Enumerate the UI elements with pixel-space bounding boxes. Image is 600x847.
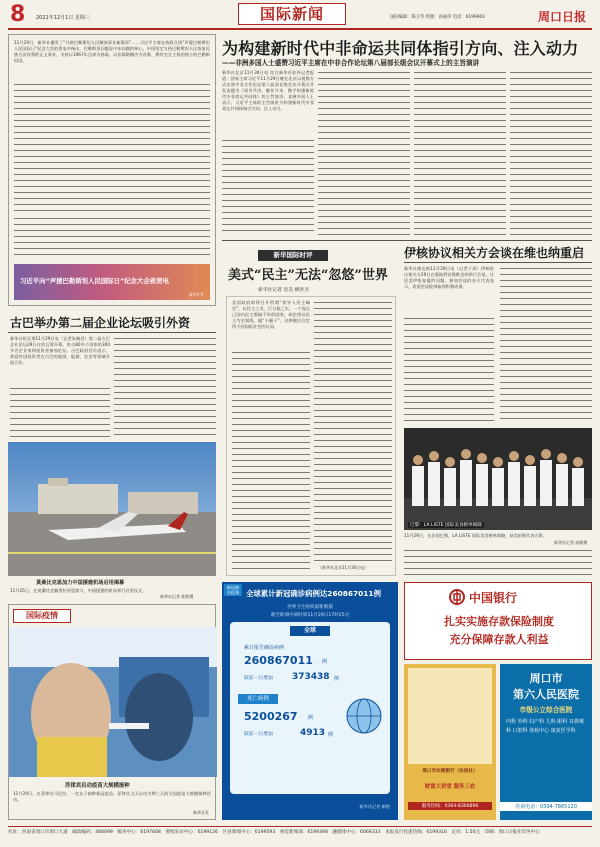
deaths-daily-value: 4913 [300,728,326,738]
lead-subheadline: ——非洲多国人士盛赞习近平主席在中非合作论坛第八届部长级会议开幕式上的主旨演讲 [222,59,480,67]
rural-ad-inner [408,668,492,764]
hospital-ad [500,664,592,820]
covid-credit: 新华社发 [193,810,209,815]
paper-logo: 周口日报 [538,10,587,24]
commentary-byline: 新华社记者 容昊 柳洪杰 [258,288,310,293]
commentary-body-col1 [232,350,310,570]
forum-body-col2 [114,336,216,438]
editor-info: 国际编辑：陈卫华 组版：孙丽萍 电话：6199903 [390,15,485,20]
cases-panel [230,622,390,794]
laliste-label: 巴黎：LA LISTE 国际美食榜单揭晓 [410,523,482,528]
palestine-article-text: 11月29日，新华社播发了“开辟巴勒斯坦人民解放事业新篇章”……习近平主席在致联合国“声援巴勒斯坦人民国际日”纪念大会的贺电中指出，巴勒斯坦问题是中东问题的核心。中国坚定支持巴勒斯坦人民恢复民族合法权利的正义事业，支持以1967年边界为基础、以东耶路撒冷为首都、拥有完全主权的独立的巴勒斯坦国。 [14,40,210,63]
forum-rule [8,332,216,333]
laliste-photo [404,428,592,530]
section-title-text: 国际新闻 [259,5,324,23]
palestine-article-body [14,82,210,212]
vaccination-photo [9,627,217,777]
rural-phone: 服务热线：0394-8306896 [408,802,492,810]
airport-photo-art [8,442,216,576]
footer-text: 社址：河南省周口市周口大道 邮政编码：466099 编务中心：6197608 要闻采访中心：6199126 区县新闻中心：6199593 视觉新闻部：6199398 融媒体中心：6069333 本报发行投递热线：6199316 定价：1.50元 印刷：周口日报社印务中心 [8,830,540,835]
laliste-caption: 11月29日，在法国巴黎，LA LISTE 国际美食榜单揭晓，获奖厨师代表合影。 [404,533,548,538]
covid-note: 11月29日，在菲律宾马尼拉，一名女子接种新冠疫苗。菲律宾当天启动为期三天的全国疫苗大规模接种活动。 [13,791,211,802]
hospital-tagline: 市级公立综合医院 [519,706,573,714]
covid-title: 国际疫情 [26,611,58,620]
banner-credit: 新华社发 [188,292,204,297]
commentary-tag [258,250,328,261]
deaths-value: 5200267 [244,710,298,723]
iran-extra-body [404,548,592,576]
cumulative-value: 260867011 [244,654,313,667]
rural-bank-ad [404,664,496,820]
cases-title: 全球累计新冠确诊病例达260867011例 [246,589,381,598]
daily-value: 373438 [292,672,330,682]
issue-date: 2021年12月1日 星期三 [36,15,90,21]
iran-body-col1 [404,316,494,424]
rural-line: 财富大讲堂 服务三农 [424,784,476,790]
daily-unit: 例 [334,676,340,682]
bank-line1: 扎实实施存款保险制度 [444,615,554,628]
globe-icon [344,696,384,736]
forum-body-col1 [10,386,110,438]
iran-rule [404,262,592,263]
forum-body-text: 新华社哈瓦那11月29日电（记者朱婉君）第二届古巴企业论坛29日在哈瓦那开幕。来自80多个国家的300多名企业家和投资者参加论坛。古巴政府官员表示，欢迎外国投资者在古巴的旅游、能源、农业等领域开展合作。 [10,336,110,365]
daily-label: 较前一日增加 [244,676,273,681]
bank-line2: 充分保障存款人利益 [449,633,549,646]
bank-ad [404,582,592,660]
hospital-name: 第六人民医院 [513,688,579,701]
commentary-body-text: 美国政府即将召开所谓“领导人民主峰会”，以民主之名，行分裂之实。一个连自己国内民主都搞不好的国家，却企图以民主为名划线，搞“小圈子”，这种做法注定得不到国际社会的认同。 [232,300,310,329]
airport-caption: 莫桑比克恩加力中国援建机场启用揭幕 [36,580,125,586]
cases-subtitle: 世界卫生组织最新数据 [287,605,333,610]
cases-section-label: 全球 [290,626,330,636]
laliste-photo-art [404,428,592,530]
covid-box [8,604,216,820]
lead-body-col1 [222,138,314,236]
lead-body-intro: 新华社北京11月30日电 综合新华社驻外记者报道：国家主席习近平11月29日晚在北京以视频方式出席中非合作论坛第八届部长级会议开幕式并发表题为《同舟共济，继往开来，携手构建新时代中非命运共同体》的主旨演讲。非洲多国人士表示，习近平主席的主旨演讲为构建新时代中非命运共同体指引方向、注入动力。 [222,70,314,111]
commentary-headline: 美式“民主”无法“忽悠”世界 [228,268,388,283]
lead-headline: 为构建新时代中非命运共同体指引方向、注入动力 [222,39,579,58]
airport-credit: 新华社记者 陈程摄 [160,594,194,599]
lead-body-col2 [318,70,410,236]
forum-headline: 古巴举办第二届企业论坛吸引外资 [10,316,191,330]
palestine-banner [14,264,210,300]
bank-name: 中国银行 [469,591,518,605]
rural-title: 周口市农商银行（农信社） [422,769,478,774]
iran-headline: 伊核协议相关方会谈在维也纳重启 [404,246,585,260]
laliste-credit: 新华社记者 高静摄 [554,540,588,545]
lead-bottom-rule [222,240,592,241]
covid-caption: 苏律宾启动疫苗大规模接种 [65,783,130,789]
banner-caption: 习近平向“声援巴勒斯坦人民国际日”纪念大会致贺电 [20,277,169,285]
cases-badge: 新冠肺炎疫情 [224,584,242,596]
masthead-rule [8,28,592,30]
cases-credit: 新华社记者 制图 [359,804,390,809]
iran-body-text: 新华社维也纳11月29日电（记者于涛）伊核协议相关方29日在奥地利首都维也纳举行会谈，讨论美伊恢复履约问题。参加会谈的各方代表表示，希望会谈能够取得积极成果。 [404,266,494,289]
deaths-daily-unit: 例 [328,732,334,738]
page-number: 8 [10,2,26,27]
commentary-tag-text: 新华国际时评 [273,251,313,259]
footer-rule [8,826,592,827]
cumulative-label: 累计报告确诊病例 [244,645,285,651]
lead-body-col4 [510,70,592,236]
cumulative-unit: 例 [322,659,328,665]
commentary-footer: （新华社北京11月30日电） [318,565,369,570]
commentary-body-col2 [314,300,392,562]
hospital-phone: 咨询电话：0394-7865120 [500,802,592,811]
section-title [238,3,346,25]
bank-logo-icon [449,589,465,605]
airport-note: 11月25日，在莫桑比克楠普拉省恩加力，中国援建的机场举行启用仪式。 [10,588,147,593]
cases-time-note: 截至欧洲中部时间11月29日17时25分 [270,613,350,618]
deaths-daily-label: 较前一日增加 [244,732,273,737]
hospital-city: 周口市 [529,672,563,685]
covid-title-badge [13,609,71,623]
palestine-article-body-2 [14,216,210,258]
hospital-services: 内科 外科 妇产科 儿科 眼科 耳鼻喉科 口腔科 体检中心 康复医学科 [506,719,584,734]
airport-photo [8,442,216,576]
iran-body-col2 [500,266,592,424]
deaths-unit: 例 [308,715,314,721]
deaths-section-label: 死亡病例 [238,694,278,704]
lead-body-col3 [414,70,506,236]
global-cases-infographic [222,582,398,820]
